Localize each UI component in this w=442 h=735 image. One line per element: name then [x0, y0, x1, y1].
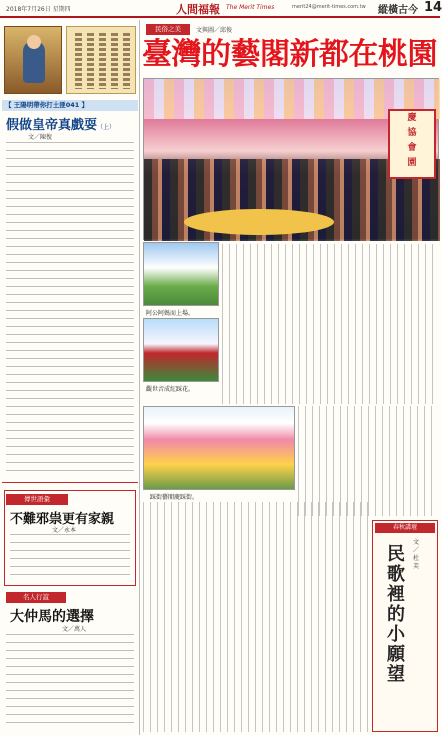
column-title-celebrity: 大仲馬的選擇 — [10, 609, 94, 625]
column-author-idiom: 文／永本 — [52, 527, 77, 534]
article-body-idiom — [10, 534, 130, 582]
issue-date: 2018年7月26日 星期四 — [6, 6, 71, 13]
page-number: 14 — [424, 0, 442, 15]
photo-caption-4: 踩街藝閣慶踩街。 — [150, 494, 199, 501]
section-name: 縱橫古今 — [378, 5, 418, 16]
offering-table — [184, 209, 334, 235]
column-tag-spring-autumn: 春秋講壇 — [375, 523, 435, 533]
parade-float-photo-1 — [143, 242, 219, 306]
portrait-face — [27, 35, 41, 49]
column-author-folk-song: 文／杜芙 — [413, 539, 420, 570]
temple-festival-photo — [143, 78, 439, 240]
column-tag-idiom: 傳世語彙 — [6, 494, 68, 505]
photo-caption-1: 阿公阿媽而上場。 — [146, 310, 195, 317]
lead-article-body-middle — [298, 406, 438, 516]
newspaper-email: merit24@merit-times.com.tw — [292, 4, 366, 10]
article-body-celebrity — [6, 634, 134, 730]
newspaper-subtitle: The Merit Times — [226, 4, 275, 11]
association-banner: 慶 協 會 園 — [388, 109, 436, 179]
divider — [2, 482, 138, 483]
lead-headline: 臺灣的藝閣新都在桃園 — [142, 37, 437, 72]
column-title-wangyangming — [6, 114, 115, 133]
emperor-portrait-image — [4, 26, 62, 94]
page-header — [0, 0, 440, 18]
column-tag-celebrity: 名人行誼 — [6, 592, 66, 603]
column-author-wangyangming: 文／陳復 — [28, 134, 53, 141]
column-title-folk-song: 民歌裡的小願望 — [387, 544, 405, 685]
lead-article-body-lower — [143, 502, 369, 732]
column-tag-wangyangming: 【 王陽明帶你打土匪041 】 — [2, 100, 138, 111]
parade-float-photo-2 — [143, 318, 219, 382]
calligraphy-scroll-image — [66, 26, 136, 94]
column-title-idiom: 不難邪祟更有家親 — [10, 512, 115, 527]
lead-article-body-upper — [222, 244, 438, 404]
folk-song-column — [372, 520, 438, 732]
parade-street-photo — [143, 406, 295, 490]
lead-byline: 文與圖／邱俊 — [196, 27, 233, 34]
column-title-note: （上） — [97, 124, 116, 131]
newspaper-logo: 人間福報 — [176, 3, 220, 16]
photo-caption-2: 觀世音成紅踩花。 — [146, 386, 195, 393]
article-body-wangyangming — [6, 142, 134, 478]
lead-category-tag: 民俗之美 — [146, 24, 190, 35]
left-column — [0, 20, 140, 735]
column-author-celebrity: 文／萬人 — [62, 626, 87, 633]
column-title-text: 假做皇帝真戲耍 — [6, 118, 98, 133]
